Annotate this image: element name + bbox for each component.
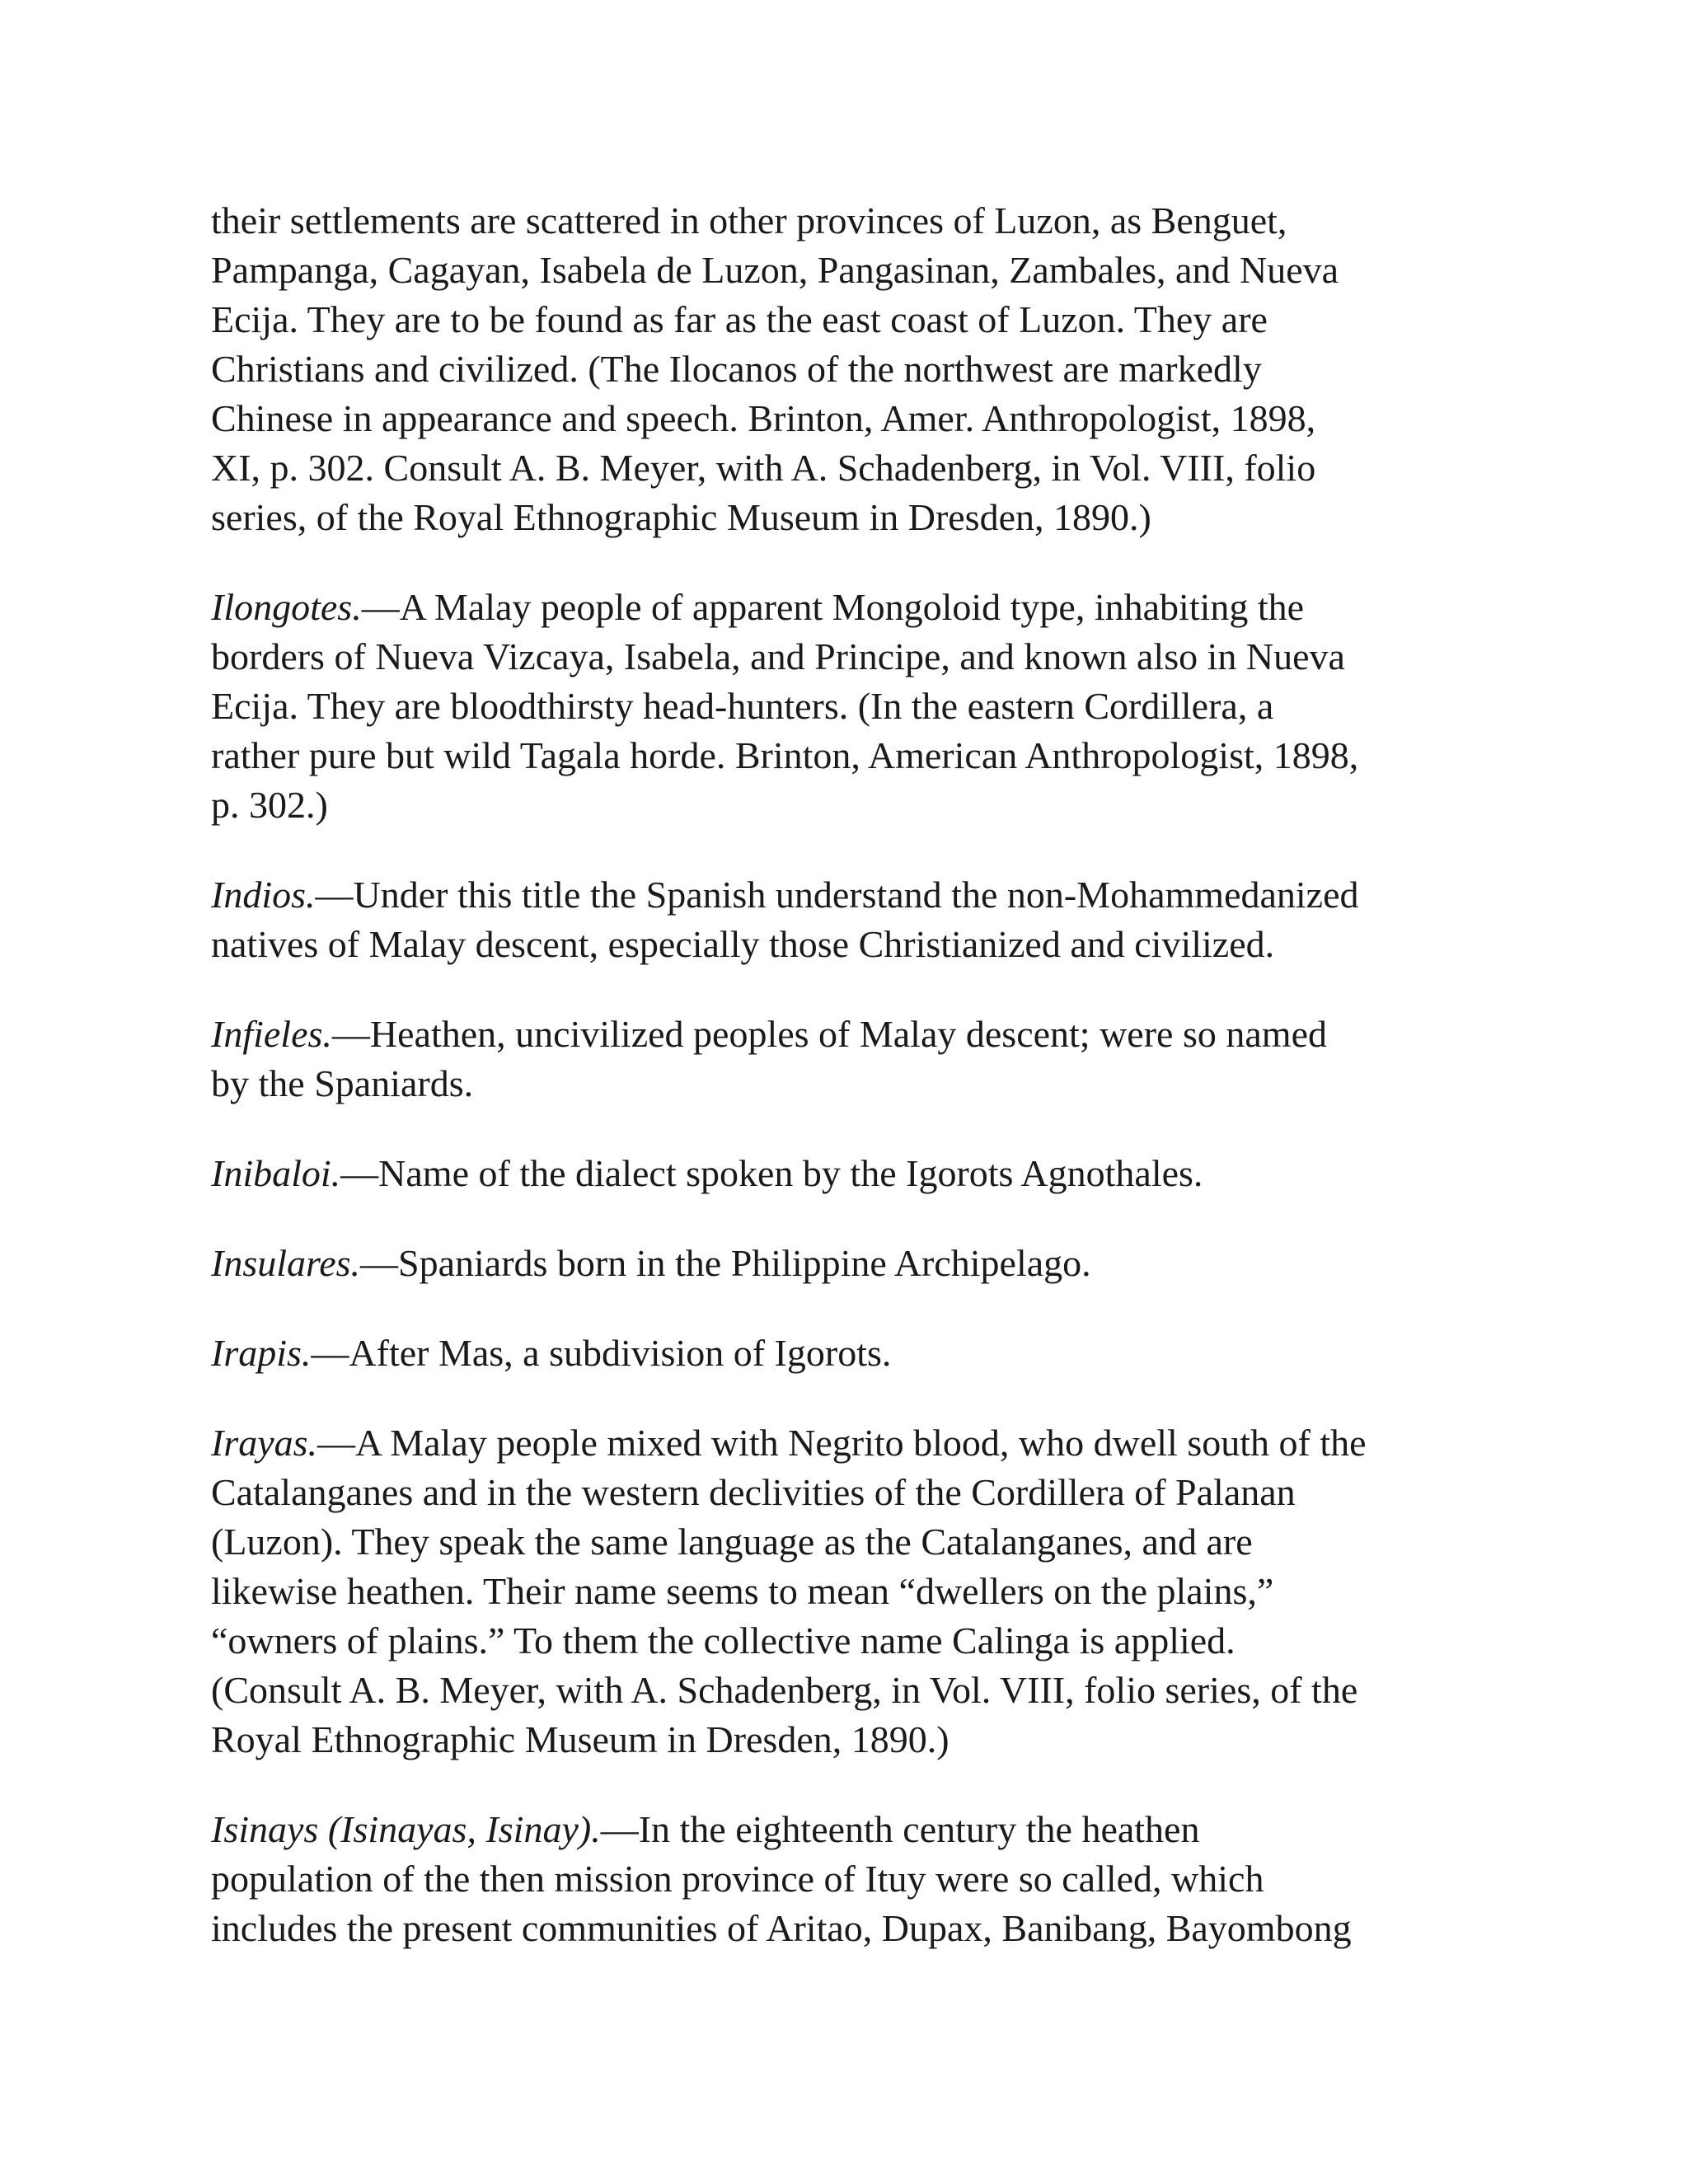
text-line <box>211 1468 1497 1517</box>
text-line <box>211 1616 1497 1666</box>
line-text: p. 302.) <box>211 784 328 826</box>
paragraph-insulares <box>211 1239 1497 1288</box>
line-text: —Spaniards born in the Philippine Archipelago. <box>360 1242 1091 1284</box>
line-text: Christians and civilized. (The Ilocanos of the northwest are markedly <box>211 348 1262 390</box>
line-text: Royal Ethnographic Museum in Dresden, 1890.) <box>211 1718 950 1760</box>
line-text: includes the present communities of Aritao, Dupax, Banibang, Bayombong <box>211 1907 1352 1949</box>
line-text: Ecija. They are bloodthirsty head-hunters. (In the eastern Cordillera, a <box>211 685 1274 727</box>
text-line <box>211 632 1497 682</box>
line-text: —Name of the dialect spoken by the Igorots Agnothales. <box>340 1152 1203 1194</box>
text-line <box>211 583 1497 632</box>
paragraph-indios <box>211 870 1497 969</box>
paragraph-isinays <box>211 1805 1497 1953</box>
line-text: —In the eighteenth century the heathen <box>600 1808 1200 1850</box>
line-text: population of the then mission province of Ituy were so called, which <box>211 1858 1264 1900</box>
entry-term: Inibaloi. <box>211 1152 341 1194</box>
paragraph-infieles <box>211 1010 1497 1108</box>
text-line <box>211 1010 1497 1059</box>
line-text: by the Spaniards. <box>211 1062 474 1104</box>
entry-term: Indios. <box>211 874 316 916</box>
line-text: rather pure but wild Tagala horde. Brinton, American Anthropologist, 1898, <box>211 734 1359 776</box>
text-line <box>211 1149 1497 1198</box>
line-text: Chinese in appearance and speech. Brinton, Amer. Anthropologist, 1898, <box>211 397 1316 439</box>
entry-term: Infieles. <box>211 1013 332 1055</box>
text-line <box>211 493 1497 542</box>
text-line <box>211 1805 1497 1854</box>
line-text: likewise heathen. Their name seems to mean “dwellers on the plains,” <box>211 1570 1274 1612</box>
text-line <box>211 1854 1497 1904</box>
entry-term: Irapis. <box>211 1332 312 1374</box>
text-line <box>211 1567 1497 1616</box>
text-line <box>211 295 1497 344</box>
text-line <box>211 394 1497 443</box>
line-text: —After Mas, a subdivision of Igorots. <box>311 1332 892 1374</box>
line-text: borders of Nueva Vizcaya, Isabela, and Principe, and known also in Nueva <box>211 635 1345 677</box>
paragraph-irayas <box>211 1418 1497 1765</box>
paragraph-ilocanos-continued <box>211 196 1497 542</box>
entry-term: Isinays (Isinayas, Isinay). <box>211 1808 601 1850</box>
text-line <box>211 870 1497 920</box>
document-body <box>211 196 1497 1994</box>
line-text: Ecija. They are to be found as far as the east coast of Luzon. They are <box>211 298 1268 340</box>
text-line <box>211 1715 1497 1765</box>
text-line <box>211 1329 1497 1378</box>
paragraph-inibaloi <box>211 1149 1497 1198</box>
line-text: series, of the Royal Ethnographic Museum in Dresden, 1890.) <box>211 496 1151 538</box>
text-line <box>211 1239 1497 1288</box>
text-line <box>211 1418 1497 1468</box>
paragraph-ilongotes <box>211 583 1497 830</box>
line-text: (Consult A. B. Meyer, with A. Schadenberg, in Vol. VIII, folio series, of the <box>211 1669 1358 1711</box>
text-line <box>211 780 1497 830</box>
line-text: —A Malay people of apparent Mongoloid type, inhabiting the <box>361 586 1305 628</box>
entry-term: Irayas. <box>211 1422 318 1464</box>
text-line <box>211 682 1497 731</box>
line-text: their settlements are scattered in other provinces of Luzon, as Benguet, <box>211 199 1287 241</box>
text-line <box>211 1666 1497 1715</box>
line-text: —Under this title the Spanish understand the non-Mohammedanized <box>315 874 1359 916</box>
text-line <box>211 731 1497 780</box>
line-text: —A Malay people mixed with Negrito blood, who dwell south of the <box>317 1422 1367 1464</box>
text-line <box>211 1059 1497 1108</box>
line-text: (Luzon). They speak the same language as the Catalanganes, and are <box>211 1521 1253 1563</box>
text-line <box>211 344 1497 394</box>
text-line <box>211 1517 1497 1567</box>
text-line <box>211 246 1497 295</box>
paragraph-irapis <box>211 1329 1497 1378</box>
text-line <box>211 196 1497 246</box>
text-line <box>211 920 1497 969</box>
text-line <box>211 1904 1497 1953</box>
line-text: Catalanganes and in the western declivities of the Cordillera of Palanan <box>211 1471 1296 1513</box>
entry-term: Ilongotes. <box>211 586 362 628</box>
line-text: XI, p. 302. Consult A. B. Meyer, with A. Schadenberg, in Vol. VIII, folio <box>211 447 1316 489</box>
text-line <box>211 443 1497 493</box>
line-text: natives of Malay descent, especially those Christianized and civilized. <box>211 923 1275 965</box>
entry-term: Insulares. <box>211 1242 361 1284</box>
line-text: “owners of plains.” To them the collective name Calinga is applied. <box>211 1619 1236 1661</box>
line-text: —Heathen, uncivilized peoples of Malay descent; were so named <box>331 1013 1327 1055</box>
line-text: Pampanga, Cagayan, Isabela de Luzon, Pangasinan, Zambales, and Nueva <box>211 249 1339 291</box>
